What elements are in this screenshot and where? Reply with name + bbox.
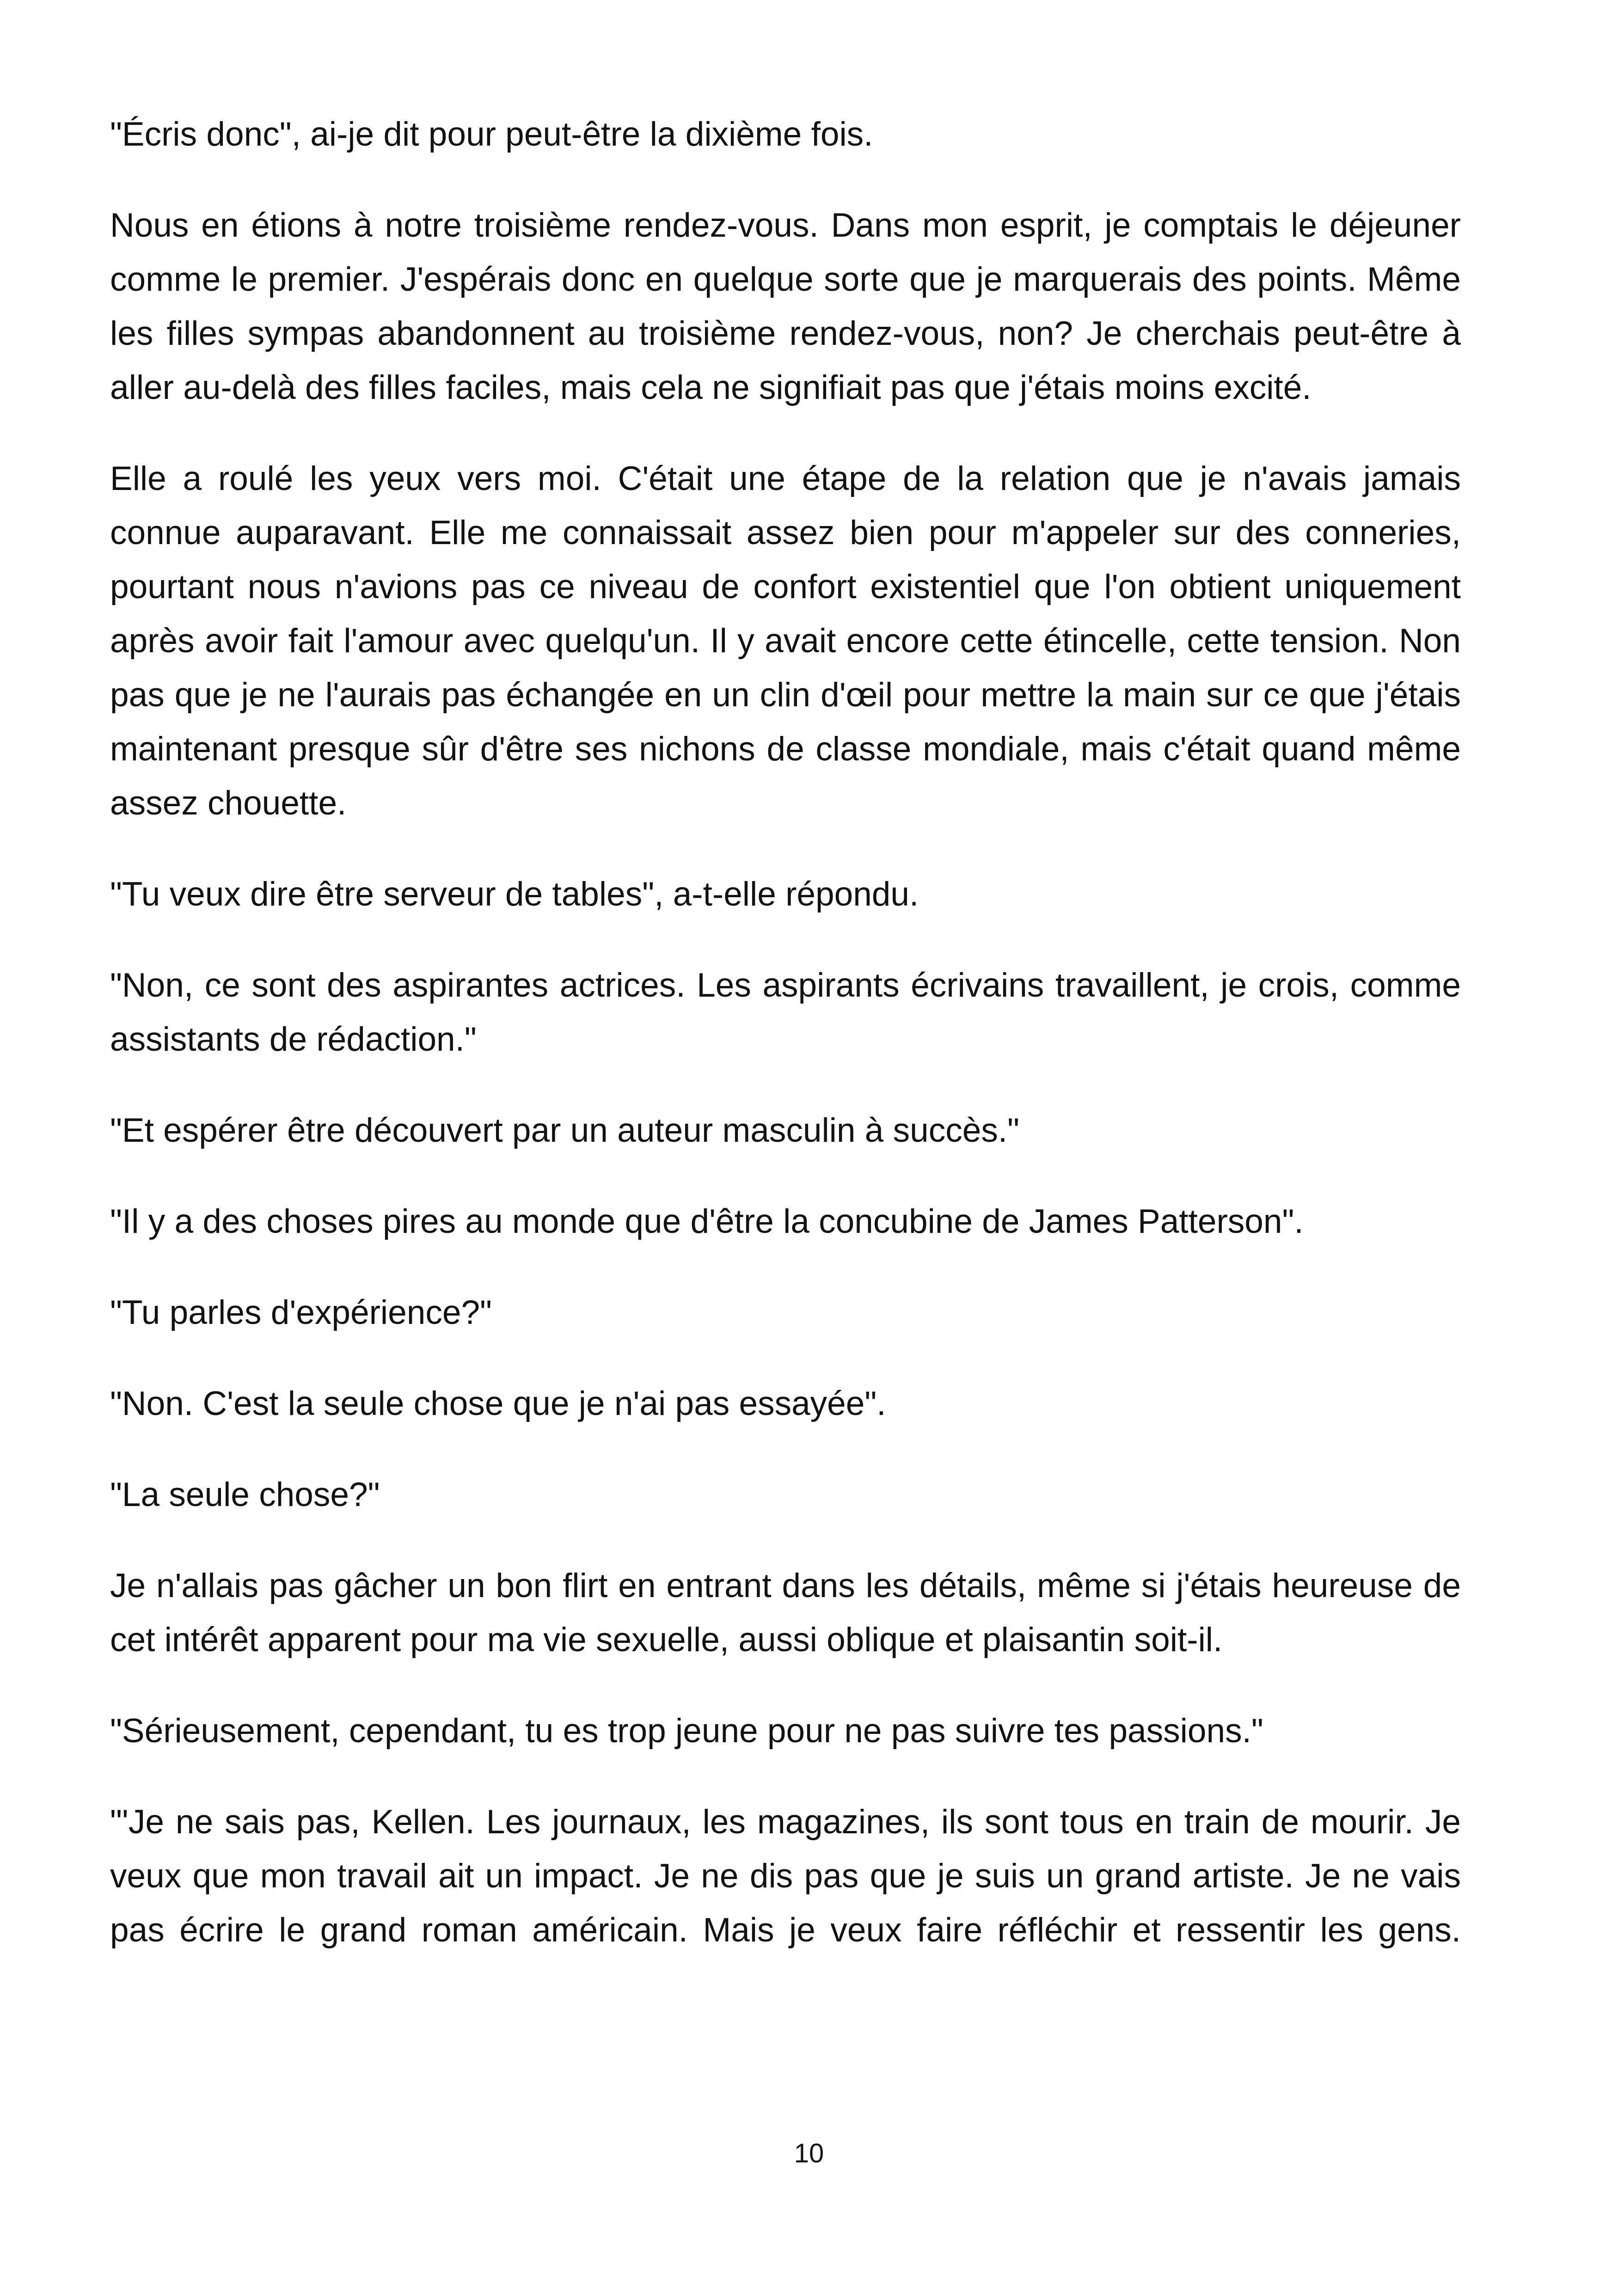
paragraph: "Non. C'est la seule chose que je n'ai pas essayée". bbox=[110, 1385, 886, 1422]
paragraph: Je n'allais pas gâcher un bon flirt en entrant dans les détails, même si j'étais heureuse de cet intérêt apparent pour ma vie sexuelle, aussi oblique et plaisantin soit-il. bbox=[110, 1567, 1461, 1659]
paragraph: "Non, ce sont des aspirantes actrices. Les aspirants écrivains travaillent, je crois, comme assistants de rédaction." bbox=[110, 967, 1461, 1058]
paragraph: "Tu parles d'expérience?" bbox=[110, 1294, 492, 1331]
paragraph: "Sérieusement, cependant, tu es trop jeune pour ne pas suivre tes passions." bbox=[110, 1712, 1263, 1750]
paragraph: Elle a roulé les yeux vers moi. C'était une étape de la relation que je n'avais jamais connue auparavant. Elle me connaissait assez bien pour m'appeler sur des conneries, pourtant nous n'avions pas ce niveau de confort existentiel que l'on obtient uniquement après avoir fait l'amour avec quelqu'un. Il y avait encore cette étincelle, cette tension. Non pas que je ne l'aurais pas échangée en un clin d'œil pour mettre la main sur ce que j'étais maintenant presque sûr d'être ses nichons de classe mondiale, mais c'était quand même assez chouette. bbox=[110, 460, 1461, 822]
paragraph: "'Je ne sais pas, Kellen. Les journaux, les magazines, ils sont tous en train de mourir. Je veux que mon travail ait un impact. Je ne dis pas que je suis un grand artiste. Je ne vais pas écrire le grand roman américain. Mais je veux faire réfléchir et ressentir les gens. bbox=[110, 1803, 1461, 1949]
paragraph: "Tu veux dire être serveur de tables", a-t-elle répondu. bbox=[110, 876, 919, 913]
paragraph: "Il y a des choses pires au monde que d'être la concubine de James Patterson". bbox=[110, 1203, 1304, 1240]
paragraph: Nous en étions à notre troisième rendez-vous. Dans mon esprit, je comptais le déjeuner comme le premier. J'espérais donc en quelque sorte que je marquerais des points. Même les filles sympas abandonnent au troisième rendez-vous, non? Je cherchais peut-être à aller au-delà des filles faciles, mais cela ne signifiait pas que j'étais moins excité. bbox=[110, 207, 1461, 406]
paragraph: "Et espérer être découvert par un auteur masculin à succès." bbox=[110, 1112, 1020, 1149]
page-number: 10 bbox=[794, 2138, 824, 2168]
paragraph: "La seule chose?" bbox=[110, 1476, 380, 1513]
paragraph: "Écris donc", ai-je dit pour peut-être la dixième fois. bbox=[110, 116, 873, 153]
page-body bbox=[110, 107, 1461, 1957]
